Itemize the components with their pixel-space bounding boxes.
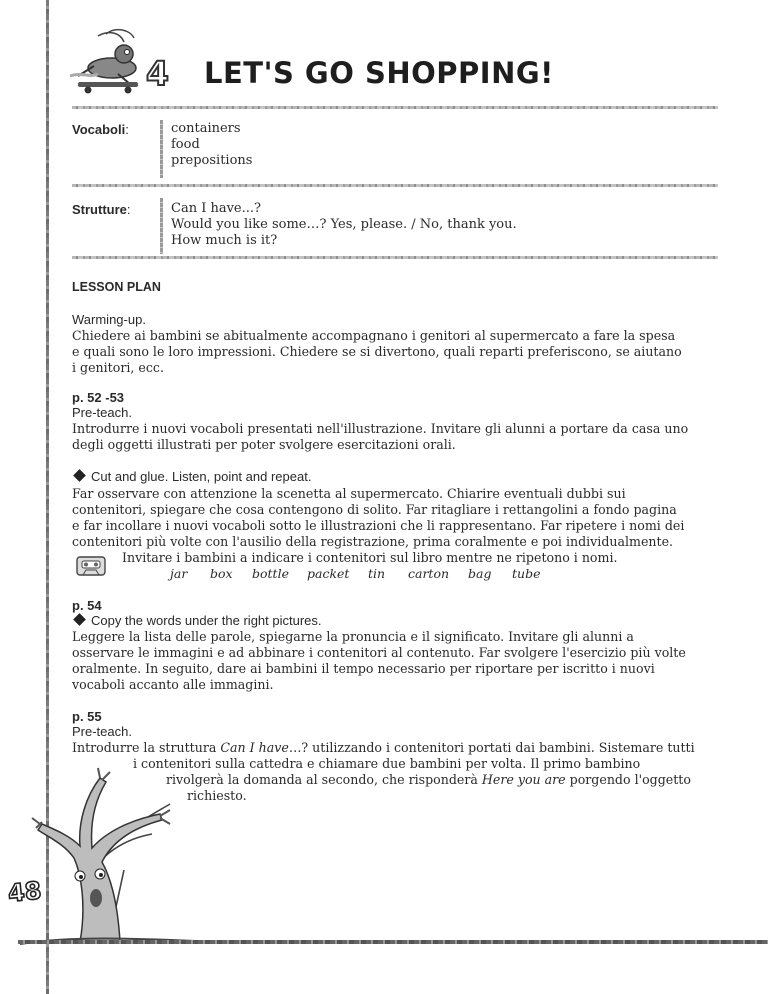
cassette-tape-icon	[76, 555, 106, 577]
word-item: carton	[408, 566, 450, 581]
bottom-ground-line	[18, 940, 768, 944]
word-item: tube	[512, 566, 541, 581]
cut-glue-text: Far osservare con attenzione la scenetta al supermercato. Chiarire eventuali dubbi sui contenitori, spiegare che cosa contengono di solito. Far ritagliare i rettangolini a fondo pagina e far incollare i nuovi vocaboli sotto le illustrazioni che li rappresentano. Far ripetere i nomi dei contenitori più volte con l'ausilio della registrazione, prima coralmente e poi individualmente.	[72, 486, 685, 549]
p52-text: Introdurre i nuovi vocaboli presentati nell'illustrazione. Invitare gli alunni a portare da casa uno degli oggetti illustrati per poter svolgere esercitazioni orali.	[72, 421, 689, 452]
chapter-number: 4	[146, 54, 169, 93]
p55-line-4: richiesto.	[187, 788, 247, 803]
vocaboli-list	[171, 121, 252, 169]
divider	[72, 106, 718, 109]
warming-up-text: Chiedere ai bambini se abitualmente accompagnano i genitori al supermercato a fare la spesa e quali sono le loro impressioni. Chiedere se si divertono, quali reparti preferiscono, se aiutano i genitori, ecc.	[72, 328, 682, 375]
tree-illustration-icon	[20, 758, 220, 946]
cut-glue-title: Cut and glue. Listen, point and repeat.	[72, 469, 311, 484]
page-ref-52: p. 52 -53	[72, 390, 125, 405]
vocaboli-label: Vocaboli:	[72, 122, 129, 137]
p54-text: Leggere la lista delle parole, spiegarne la pronuncia e il significato. Invitare gli alunni a osservare le immagini e ad abbinare i contenitori al contenuto. Far svolgere l'esercizio più volte oralmente. In seguito, dare ai bambini il tempo necessario per riportare per iscritto i nuovi vocaboli accanto alle immagini.	[72, 629, 686, 692]
divider	[72, 184, 718, 187]
cricket-mascot-icon	[68, 28, 150, 94]
p54-title: Copy the words under the right pictures.	[72, 613, 322, 628]
page-ref-54: p. 54	[72, 598, 102, 613]
lesson-plan-heading: LESSON PLAN	[72, 280, 161, 294]
list-item: containers	[171, 121, 241, 136]
diamond-bullet-icon	[73, 613, 86, 626]
page-ref-55: p. 55	[72, 709, 102, 724]
word-item: bottle	[252, 566, 289, 581]
p55-line-1: Introdurre la struttura Can I have…? utilizzando i contenitori portati dai bambini. Sistemare tutti	[72, 740, 695, 755]
word-item: jar	[170, 566, 188, 581]
warming-up-title: Warming-up.	[72, 312, 146, 327]
chapter-title: LET'S GO SHOPPING!	[204, 56, 554, 90]
p52-title: Pre-teach.	[72, 405, 132, 420]
p55-line-2: i contenitori sulla cattedra e chiamare due bambini per volta. Il primo bambino	[133, 756, 641, 771]
diamond-bullet-icon	[73, 469, 86, 482]
list-item: How much is it?	[171, 233, 278, 248]
page-number: 48	[6, 876, 43, 908]
word-item: tin	[368, 566, 386, 581]
list-item: food	[171, 137, 200, 152]
vertical-divider	[160, 198, 163, 254]
list-item: prepositions	[171, 153, 253, 168]
word-item: bag	[468, 566, 492, 581]
cut-glue-instruction: Invitare i bambini a indicare i contenitori sul libro mentre ne ripetono i nomi.	[122, 550, 618, 565]
p55-line-3: rivolgerà la domanda al secondo, che risponderà Here you are porgendo l'oggetto	[166, 772, 691, 787]
p55-title: Pre-teach.	[72, 724, 132, 739]
word-item: box	[210, 566, 233, 581]
word-item: packet	[307, 566, 350, 581]
vertical-divider	[160, 120, 163, 178]
strutture-label: Strutture:	[72, 202, 131, 217]
list-item: Would you like some…? Yes, please. / No, thank you.	[171, 217, 517, 232]
strutture-list	[171, 201, 517, 249]
divider	[72, 256, 718, 259]
list-item: Can I have...?	[171, 201, 261, 216]
